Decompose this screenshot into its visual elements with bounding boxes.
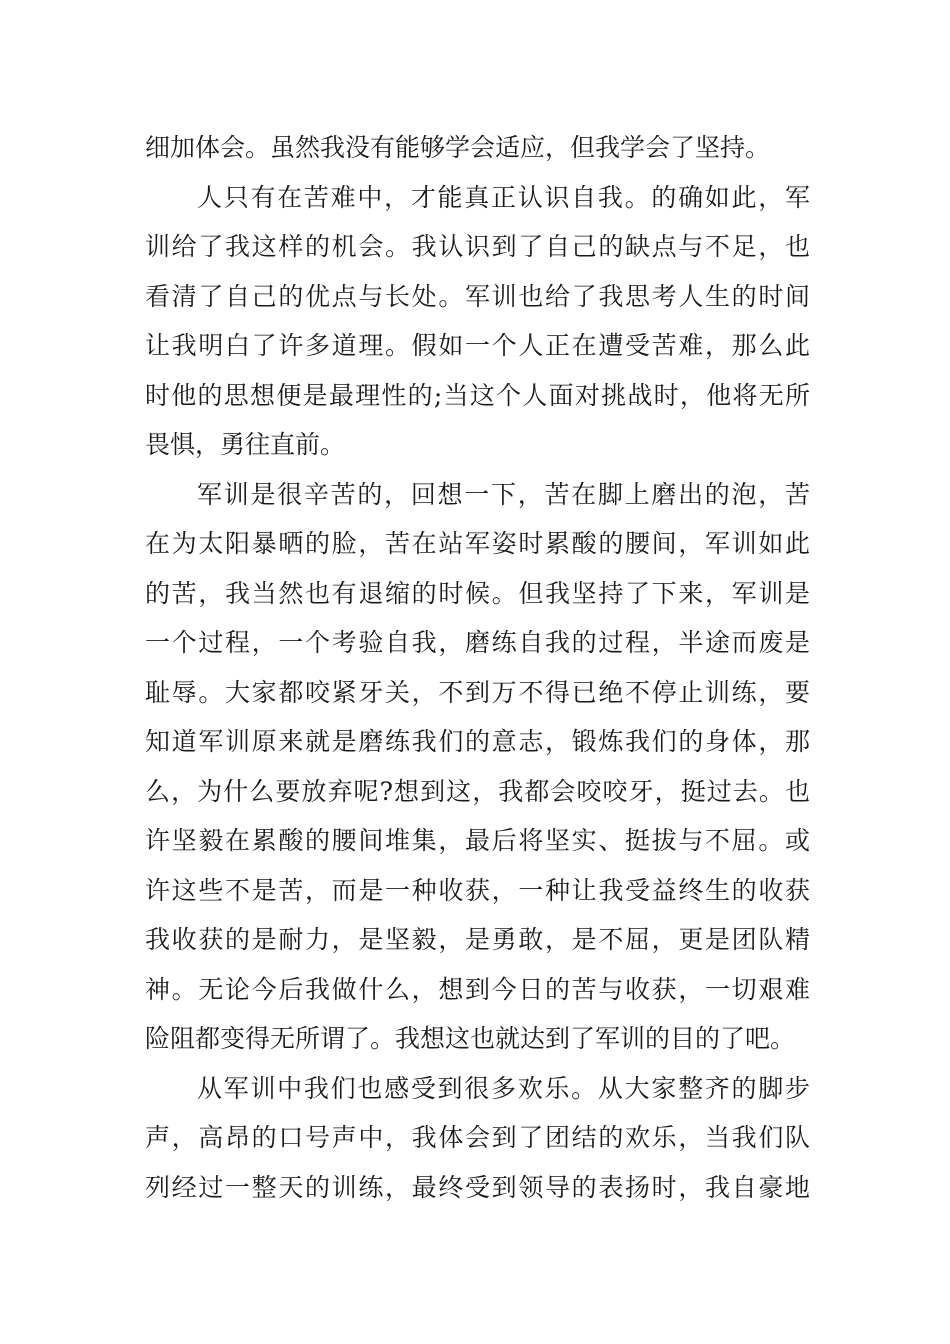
text-line: 险阻都变得无所谓了。我想这也就达到了军训的目的了吧。 <box>145 1024 796 1053</box>
text-line: 训给了我这样的机会。我认识到了自己的缺点与不足，也 <box>145 232 810 261</box>
paragraph-first-line: 军训是很辛苦的，回想一下，苦在脚上磨出的泡，苦 <box>197 479 810 509</box>
text-line: 细加体会。虽然我没有能够学会适应，但我学会了坚持。 <box>145 133 771 162</box>
text-line: 声，高昂的口号声中，我体会到了团结的欢乐，当我们队 <box>145 1123 810 1152</box>
text-line: 么，为什么要放弃呢?想到这，我都会咬咬牙，挺过去。也 <box>145 776 810 806</box>
text-line: 看清了自己的优点与长处。军训也给了我思考人生的时间 <box>145 281 810 311</box>
text-line: 许这些不是苦，而是一种收获，一种让我受益终生的收获 <box>145 875 810 905</box>
text-line: 让我明白了许多道理。假如一个人正在遭受苦难，那么此 <box>145 331 810 360</box>
text-line: 耻辱。大家都咬紧牙关，不到万不得已绝不停止训练，要 <box>145 677 810 707</box>
text-line: 的苦，我当然也有退缩的时候。但我坚持了下来，军训是 <box>145 578 810 608</box>
text-line: 一个过程，一个考验自我，磨练自我的过程，半途而废是 <box>145 628 810 657</box>
body-text <box>145 123 810 1212</box>
paragraph-first-line: 人只有在苦难中，才能真正认识自我。的确如此，军 <box>197 182 810 212</box>
text-line: 时他的思想便是最理性的;当这个人面对挑战时，他将无所 <box>145 380 810 410</box>
paragraph-first-line: 从军训中我们也感受到很多欢乐。从大家整齐的脚步 <box>197 1073 810 1103</box>
text-line: 许坚毅在累酸的腰间堆集，最后将坚实、挺拔与不屈。或 <box>145 826 810 855</box>
text-line: 知道军训原来就是磨练我们的意志，锻炼我们的身体，那 <box>145 727 810 756</box>
text-line: 列经过一整天的训练，最终受到领导的表扬时，我自豪地 <box>145 1172 810 1202</box>
text-line: 神。无论今后我做什么，想到今日的苦与收获，一切艰难 <box>145 974 810 1004</box>
text-line: 我收获的是耐力，是坚毅，是勇敢，是不屈，更是团队精 <box>145 925 810 954</box>
text-line: 在为太阳暴晒的脸，苦在站军姿时累酸的腰间，军训如此 <box>145 529 810 558</box>
text-line: 畏惧，勇往直前。 <box>145 430 346 459</box>
